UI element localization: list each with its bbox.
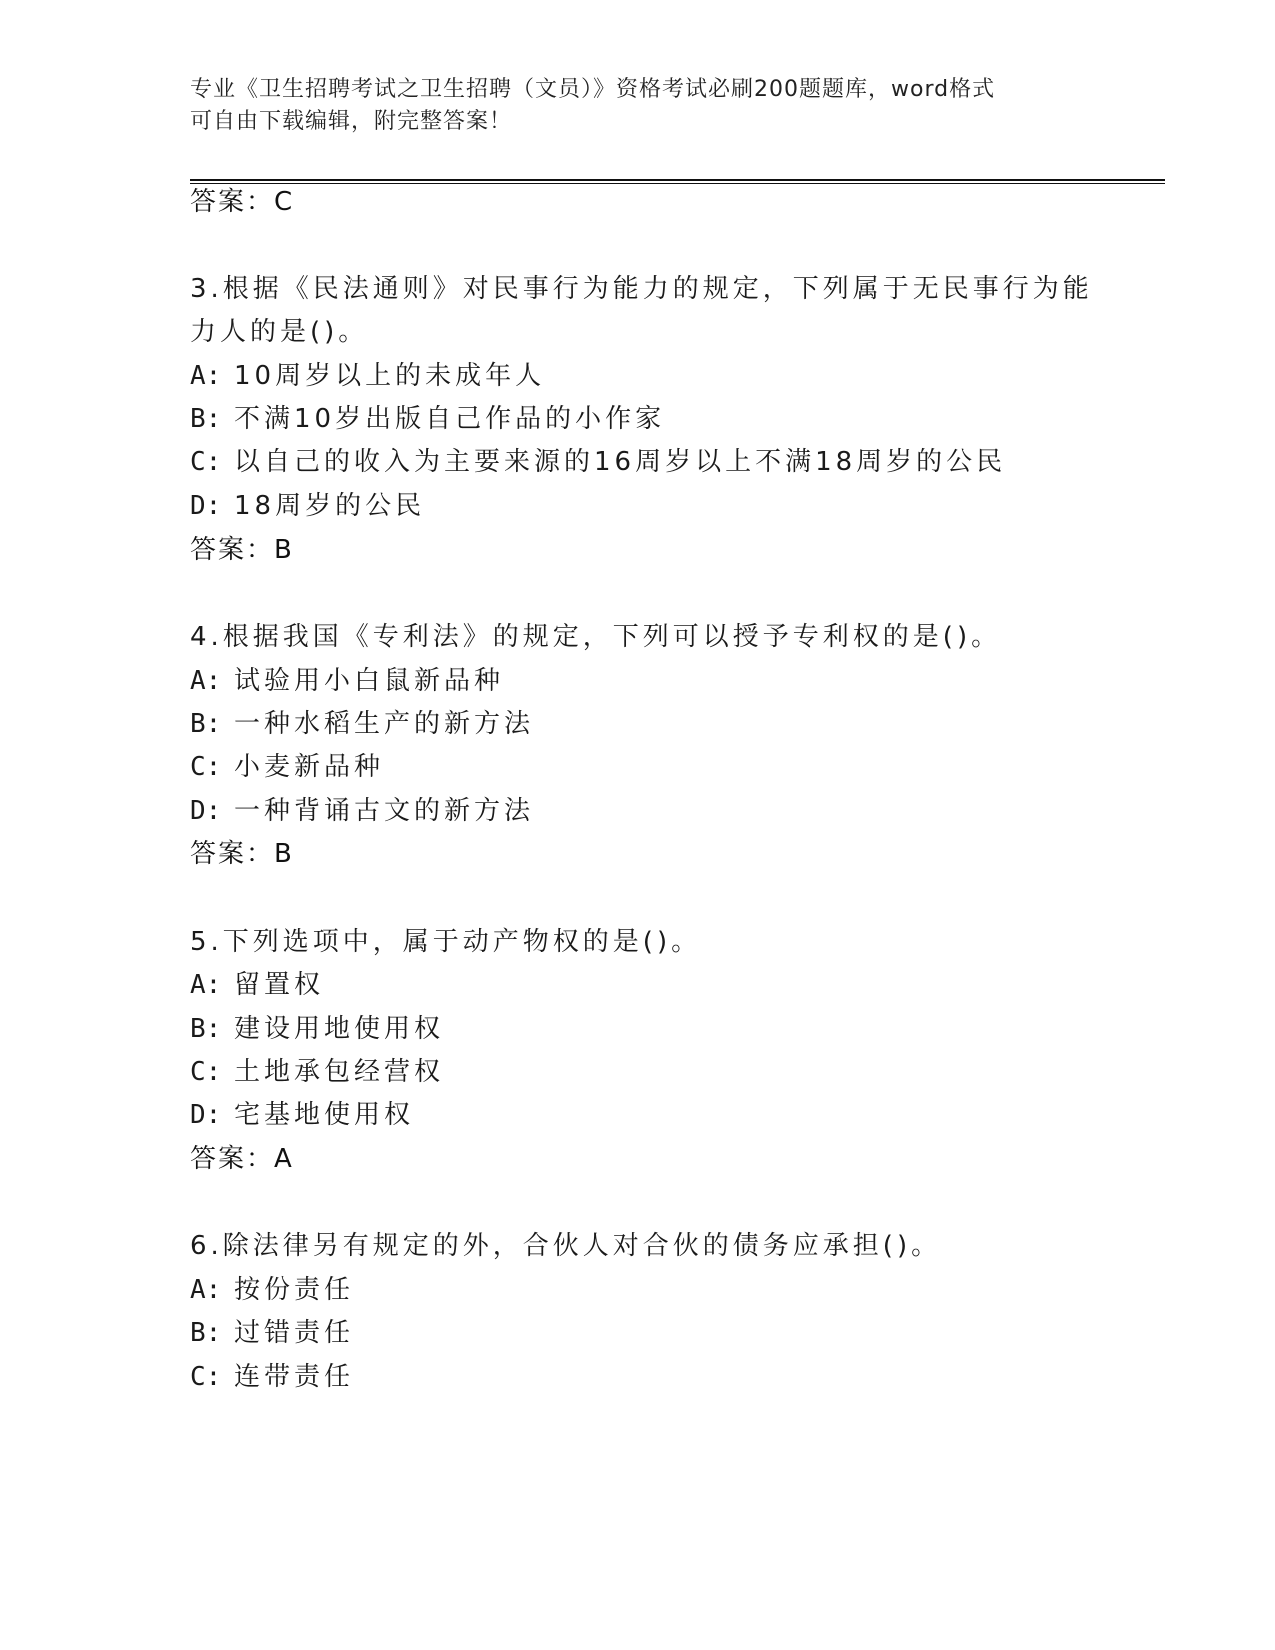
option-letter: D: bbox=[190, 491, 222, 521]
header-title-line-1: 专业《卫生招聘考试之卫生招聘（文员）》资格考试必刷200题题库，word格式 bbox=[190, 77, 996, 102]
option-letter: A: bbox=[190, 1275, 222, 1305]
option-text: 土地承包经营权 bbox=[234, 1057, 445, 1087]
question-5-option-b bbox=[190, 1009, 444, 1049]
option-letter: A: bbox=[190, 361, 222, 391]
option-letter: C: bbox=[190, 1057, 222, 1087]
question-4-option-b bbox=[190, 704, 534, 744]
header-divider bbox=[190, 179, 1165, 184]
option-letter: A: bbox=[190, 970, 222, 1000]
option-text: 10周岁以上的未成年人 bbox=[234, 361, 546, 391]
option-letter: D: bbox=[190, 1100, 222, 1130]
question-6-option-a bbox=[190, 1270, 354, 1310]
question-4-option-a bbox=[190, 661, 504, 701]
question-4-stem: 4.根据我国《专利法》的规定，下列可以授予专利权的是()。 bbox=[190, 622, 1002, 652]
option-text: 小麦新品种 bbox=[234, 752, 385, 782]
option-text: 试验用小白鼠新品种 bbox=[234, 666, 505, 696]
question-5-option-c bbox=[190, 1052, 444, 1092]
option-text: 留置权 bbox=[234, 970, 325, 1000]
option-letter: B: bbox=[190, 1014, 222, 1044]
question-4-option-d bbox=[190, 791, 534, 831]
option-text: 不满10岁出版自己作品的小作家 bbox=[234, 404, 666, 434]
question-6-option-b bbox=[190, 1313, 354, 1353]
question-3-option-c bbox=[190, 442, 1006, 482]
question-3-option-d bbox=[190, 486, 425, 526]
option-text: 过错责任 bbox=[234, 1318, 355, 1348]
question-3-answer: 答案：B bbox=[190, 535, 294, 565]
option-text: 一种水稻生产的新方法 bbox=[234, 709, 535, 739]
option-letter: B: bbox=[190, 709, 222, 739]
option-letter: C: bbox=[190, 752, 222, 782]
question-5-stem: 5.下列选项中，属于动产物权的是()。 bbox=[190, 927, 702, 957]
option-text: 一种背诵古文的新方法 bbox=[234, 796, 535, 826]
option-text: 建设用地使用权 bbox=[234, 1014, 445, 1044]
answer-previous-question: 答案：C bbox=[190, 187, 295, 217]
question-3-stem-line-1: 3.根据《民法通则》对民事行为能力的规定，下列属于无民事行为能 bbox=[190, 274, 1093, 304]
question-4-answer: 答案：B bbox=[190, 839, 294, 869]
header-title-line-2: 可自由下载编辑，附完整答案！ bbox=[190, 109, 513, 134]
option-letter: B: bbox=[190, 404, 222, 434]
option-letter: A: bbox=[190, 666, 222, 696]
option-letter: C: bbox=[190, 447, 222, 477]
option-text: 18周岁的公民 bbox=[234, 491, 426, 521]
document-header bbox=[190, 74, 1090, 138]
option-text: 按份责任 bbox=[234, 1275, 355, 1305]
option-letter: B: bbox=[190, 1318, 222, 1348]
question-5-option-a bbox=[190, 965, 324, 1005]
question-6-option-c bbox=[190, 1357, 354, 1397]
question-3-option-b bbox=[190, 399, 665, 439]
option-letter: D: bbox=[190, 796, 222, 826]
question-5-option-d bbox=[190, 1095, 414, 1135]
option-text: 以自己的收入为主要来源的16周岁以上不满18周岁的公民 bbox=[234, 447, 1007, 477]
option-letter: C: bbox=[190, 1362, 222, 1392]
option-text: 连带责任 bbox=[234, 1362, 355, 1392]
question-3-stem-line-2: 力人的是()。 bbox=[190, 317, 369, 347]
question-3-option-a bbox=[190, 356, 545, 396]
option-text: 宅基地使用权 bbox=[234, 1100, 415, 1130]
question-4-option-c bbox=[190, 747, 384, 787]
question-6-stem: 6.除法律另有规定的外，合伙人对合伙的债务应承担()。 bbox=[190, 1231, 942, 1261]
question-5-answer: 答案：A bbox=[190, 1144, 294, 1174]
